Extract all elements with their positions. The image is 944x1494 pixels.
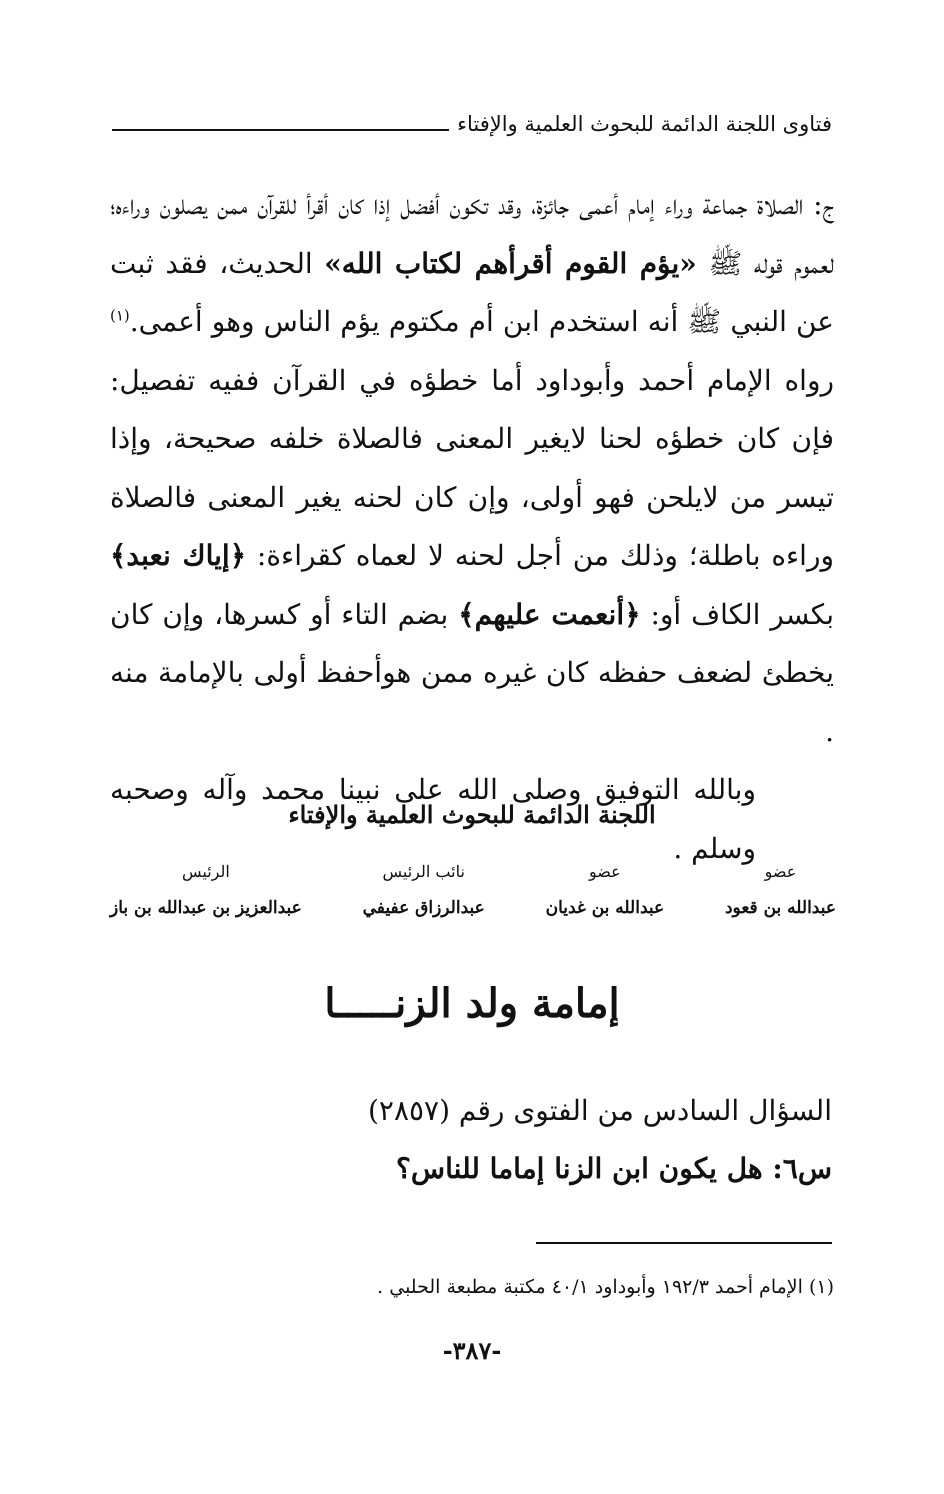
footnote: (١) الإمام أحمد ١٩٢/٣ وأبوداود ٤٠/١ مكتبة مطبعة الحلبي . [377, 1276, 834, 1298]
answer-text-3: رواه الإمام أحمد وأبوداود أما خطؤه في القرآن ففيه تفصيل: فإن كان خطؤه لحنا لايغير المعنى فالصلاة خلفه صحيحة، وإذا تيسر من لايلحن فهو أولى، وإن كان لحنه يغير المعنى فالصلاة وراءه باطلة؛ وذلك من أجل لحنه لا لعماه كقراءة: [110, 363, 834, 572]
closing-line: وبالله التوفيق وصلى الله على نبينا محمد وآله وصحبه وسلم . [110, 773, 756, 865]
answer-text-2: الحديث، فقد ثبت عن النبي ﷺ أنه استخدم ابن أم مكتوم يؤم الناس وهو أعمى. [110, 246, 834, 338]
signatory-name: عبدالرزاق عفيفي [362, 898, 485, 918]
signatory [363, 854, 485, 926]
signatory-role: عضو [589, 862, 621, 881]
answer-text-4: بكسر الكاف أو: [650, 597, 834, 631]
signatory-role: نائب الرئيس [382, 862, 465, 881]
footnote-reference: (١) [110, 306, 130, 325]
quran-quote-2: ﴿أنعمت عليهم﴾ [458, 597, 641, 631]
section-title: إمامة ولد الزنـــــا [324, 980, 620, 1027]
signatory-name: عبدالله بن غديان [545, 898, 665, 918]
header-rule [112, 129, 449, 131]
signatories [110, 854, 836, 926]
question-text: س٦: هل يكون ابن الزنا إماما للناس؟ [396, 1152, 832, 1185]
signatory [725, 854, 836, 926]
answer-paragraph [110, 176, 834, 761]
signatory-role: الرئيس [181, 862, 230, 881]
running-header [112, 112, 832, 137]
signatory [546, 854, 665, 926]
answer-text-1: ج: الصلاة جماعة وراء إمام أعمى جائزة، وقد تكون أفضل إذا كان أقرأ للقرآن ممن يصلون وراءه؛ لعموم قوله ﷺ [110, 188, 834, 280]
answer-text-5: بضم التاء أو كسرها، وإن كان يخطئ لضعف حفظه كان غيره ممن هوأحفظ أولى بالإمامة منه . [110, 597, 834, 748]
hadith-quote: «يؤم القوم أقرأهم لكتاب الله» [324, 246, 697, 280]
answer-body [110, 176, 834, 878]
signatory-name: عبدالله بن قعود [724, 898, 836, 918]
signatory [110, 854, 302, 926]
page-number: -٣٨٧- [442, 1336, 502, 1365]
quran-quote-1: ﴿إياك نعبد﴾ [110, 539, 247, 572]
footnote-rule [536, 1242, 832, 1244]
question-number: السؤال السادس من الفتوى رقم (٢٨٥٧) [367, 1094, 832, 1127]
header-title: فتاوى اللجنة الدائمة للبحوث العلمية والإفتاء [457, 112, 832, 136]
committee-name: اللجنة الدائمة للبحوث العلمية والإفتاء [288, 800, 656, 829]
signatory-name: عبدالعزيز بن عبدالله بن باز [110, 898, 302, 918]
signatory-role: عضو [764, 862, 797, 881]
